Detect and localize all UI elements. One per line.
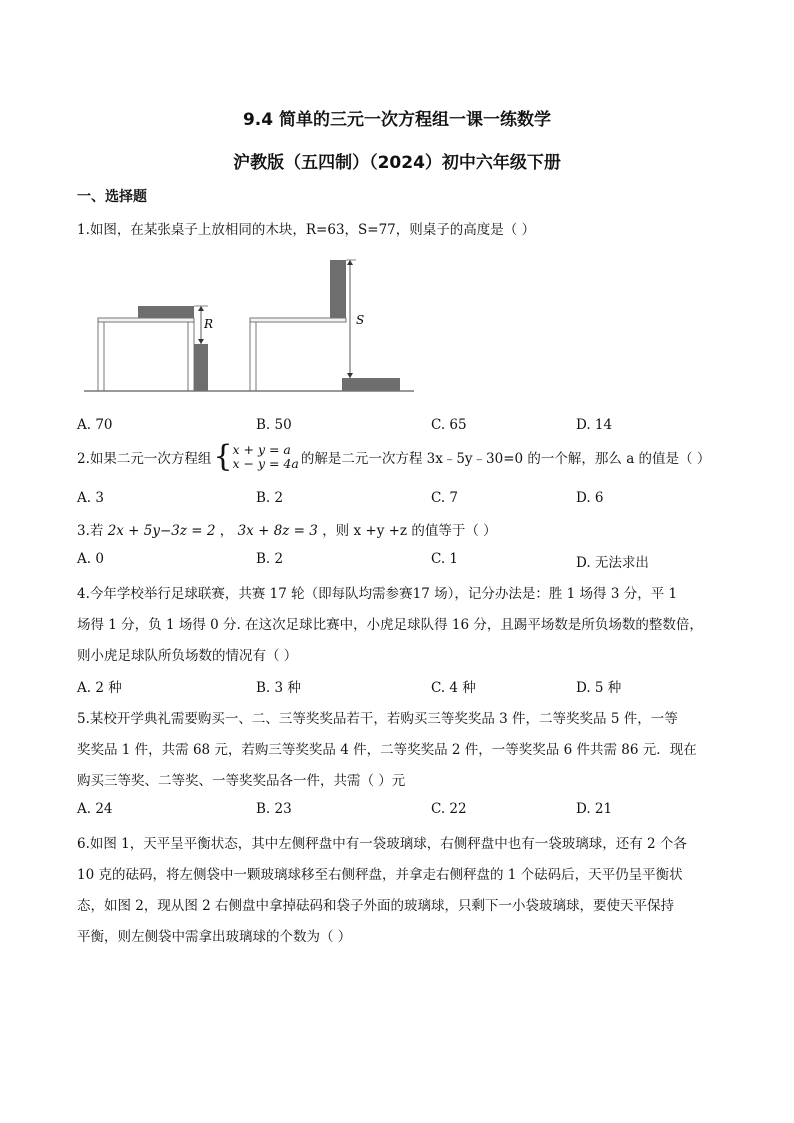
q1-option-c: C. 65 [431,417,467,433]
q3-option-a: A. 0 [77,551,104,567]
block-standing [194,344,208,391]
q5-option-d: D. 21 [576,801,613,817]
question-1-text: 1.如图，在某张桌子上放相同的木块，R=63，S=77，则桌子的高度是（ ） [77,222,536,238]
q2-option-c: C. 7 [431,490,459,506]
q3-option-b: B. 2 [256,551,284,567]
question-6-line-1: 6.如图 1，天平呈平衡状态，其中左侧秤盘中有一袋玻璃球，右侧秤盘中也有一袋玻璃球，还有 2 个各 [77,836,687,852]
right-table [250,318,346,391]
page-title: 9.4 简单的三元一次方程组一课一练数学 [242,110,552,130]
question-5-line-2: 奖奖品 1 件，共需 68 元，若购三等奖奖品 4 件，二等奖奖品 2 件，一等奖奖品 6 件共需 86 元．现在 [77,742,697,758]
question-3-text: 3.若 2x + 5y−3z = 2 ， 3x + 8z = 3 ，则 x +y +z 的值等于（ ） [77,523,497,539]
q1-option-a: A. 70 [77,417,113,433]
q2-option-d: D. 6 [576,490,604,506]
q4-option-a: A. 2 种 [77,680,122,696]
q2-option-b: B. 2 [256,490,284,506]
left-table [98,318,194,391]
q5-option-c: C. 22 [431,801,467,817]
question-5-line-3: 购买三等奖、二等奖、一等奖奖品各一件，共需（ ）元 [77,773,406,789]
section-heading: 一、选择题 [77,189,147,205]
question-4-line-2: 场得 1 分，负 1 场得 0 分. 在这次足球比赛中，小虎足球队得 16 分，且踢平场数是所负场数的整数倍， [77,617,703,633]
question-4-line-3: 则小虎足球队所负场数的情况有（ ） [77,648,298,664]
equation-system: { x + y = a x − y = 4a [213,439,299,474]
question-6-line-4: 平衡，则左侧袋中需拿出玻璃球的个数为（ ） [77,929,352,945]
question-1-figure [84,256,414,396]
r-label: R [204,317,214,331]
question-4-line-1: 4.今年学校举行足球联赛，共赛 17 轮（即每队均需参赛17 场），记分办法是：胜 1 场得 3 分，平 1 [77,586,678,602]
q1-option-d: D. 14 [576,417,613,433]
block-on-ground [342,378,400,391]
q5-option-b: B. 23 [256,801,292,817]
block-upright [330,260,346,318]
q3-option-c: C. 1 [431,551,459,567]
question-2-text: 2.如果二元一次方程组{ x + y = a x − y = 4a 的解是二元一次方程 3x﹣5y﹣30=0 的一个解，那么 a 的值是（ ） [77,439,711,474]
q1-option-b: B. 50 [256,417,292,433]
question-6-line-3: 态，如图 2，现从图 2 右侧盘中拿掉砝码和袋子外面的玻璃球，只剩下一小袋玻璃球，要使天平保持 [77,898,675,914]
q3-option-d: D. 无法求出 [576,555,649,571]
block-on-table [138,306,194,318]
page-subtitle: 沪教版（五四制）（2024）初中六年级下册 [233,153,561,173]
q4-option-c: C. 4 种 [431,680,476,696]
q4-option-b: B. 3 种 [256,680,301,696]
question-6-line-2: 10 克的砝码，将左侧袋中一颗玻璃球移至右侧秤盘，并拿走右侧秤盘的 1 个砝码后，天平仍呈平衡状 [77,867,683,883]
question-5-line-1: 5.某校开学典礼需要购买一、二、三等奖奖品若干，若购买三等奖奖品 3 件，二等奖奖品 5 件，一等 [77,711,678,727]
q5-option-a: A. 24 [77,801,113,817]
q4-option-d: D. 5 种 [576,680,622,696]
q2-option-a: A. 3 [77,490,104,506]
s-label: S [356,313,365,327]
